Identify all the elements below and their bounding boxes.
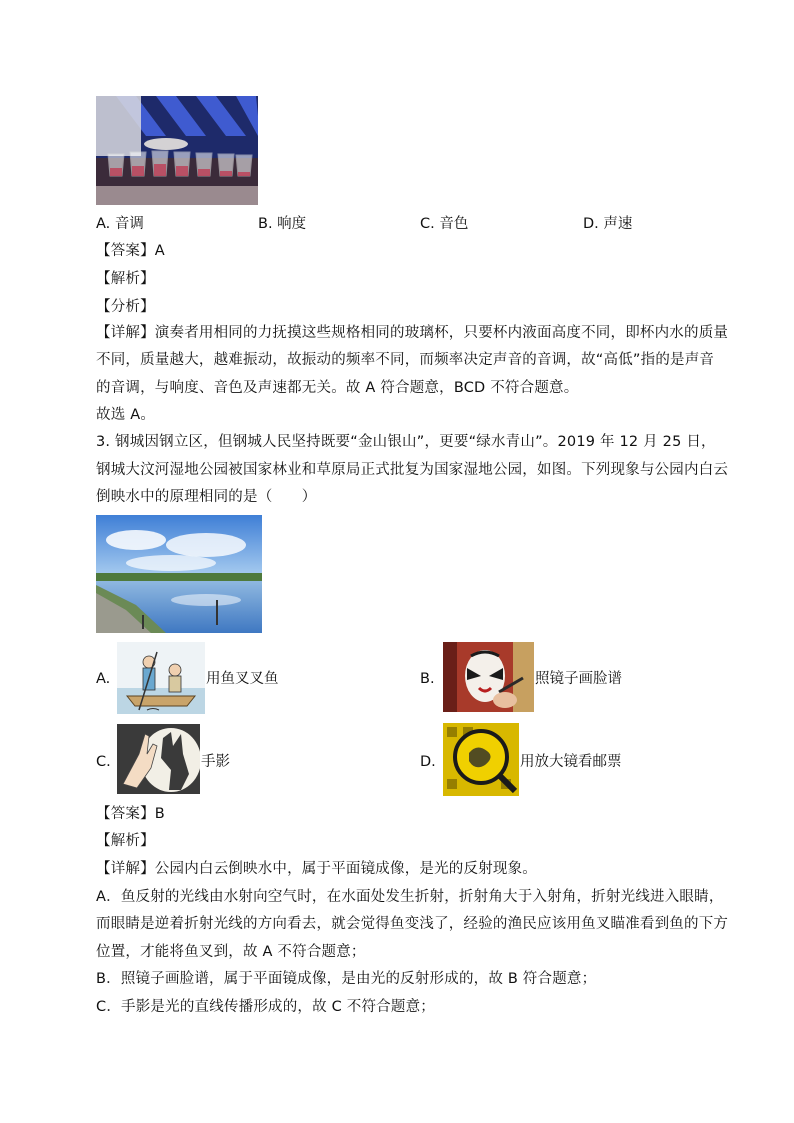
q3-choice-b-text: 照镜子画脸谱: [535, 671, 622, 687]
opera-mask-image: [443, 642, 534, 712]
fishing-spear-image: [117, 642, 205, 714]
wetland-park-photo: [96, 515, 262, 633]
q2-conclusion: 故选 A。: [96, 407, 156, 423]
q2-fenxi-heading: 【分析】: [96, 299, 155, 315]
q2-detail-line-3: 的音调，与响度、音色及声速都无关。故 A 符合题意，BCD 不符合题意。: [96, 380, 579, 396]
q2-option-b: B. 响度: [258, 216, 307, 232]
q2-option-c: C. 音色: [420, 216, 469, 232]
q3-choice-c-text: 手影: [201, 754, 230, 770]
q3-detail-line-4: 位置，才能将鱼叉到，故 A 不符合题意；: [96, 944, 366, 960]
q3-choice-d-text: 用放大镜看邮票: [520, 754, 622, 770]
q3-answer: 【答案】B: [96, 806, 165, 822]
q2-option-d: D. 声速: [583, 216, 633, 232]
glasses-photo: [96, 96, 258, 205]
q2-detail-line-2: 不同，质量越大，越难振动，故振动的频率不同，而频率决定声音的音调，故“高低”指的是声音: [96, 352, 715, 368]
q2-answer: 【答案】A: [96, 243, 165, 259]
q2-option-a: A. 音调: [96, 216, 144, 232]
q3-choice-c-letter: C.: [96, 754, 111, 770]
q3-stem-line-2: 钢城大汶河湿地公园被国家林业和草原局正式批复为国家湿地公园，如图。下列现象与公园内白云: [96, 462, 729, 478]
q2-analysis-heading: 【解析】: [96, 271, 155, 287]
q3-detail-line-3: 而眼睛是逆着折射光线的方向看去，就会觉得鱼变浅了，经验的渔民应该用鱼叉瞄准看到鱼的下方: [96, 916, 729, 932]
q3-choice-b-letter: B.: [420, 671, 435, 687]
hand-shadow-image: [117, 724, 200, 794]
q3-stem-line-3: 倒映水中的原理相同的是（ ）: [96, 489, 317, 505]
q3-stem-line-1: 3. 钢城因钢立区，但钢城人民坚持既要“金山银山”，更要“绿水青山”。2019 年 12 月 25 日，: [96, 434, 716, 450]
q3-detail-line-1: 【详解】公园内白云倒映水中，属于平面镜成像，是光的反射现象。: [96, 861, 537, 877]
q3-choice-d-letter: D.: [420, 754, 436, 770]
q2-detail-line-1: 【详解】演奏者用相同的力抚摸这些规格相同的玻璃杯，只要杯内液面高度不同，即杯内水的质量: [96, 325, 729, 341]
q3-detail-line-2: A．鱼反射的光线由水射向空气时，在水面处发生折射，折射角大于入射角，折射光线进入眼睛，: [96, 889, 724, 905]
q3-choice-a-letter: A.: [96, 671, 111, 687]
q3-detail-line-5: B．照镜子画脸谱，属于平面镜成像，是由光的反射形成的，故 B 符合题意；: [96, 971, 597, 987]
magnifier-stamp-image: [443, 723, 519, 796]
q3-analysis-heading: 【解析】: [96, 833, 155, 849]
q3-choice-a-text: 用鱼叉叉鱼: [206, 671, 279, 687]
q3-detail-line-6: C．手影是光的直线传播形成的，故 C 不符合题意；: [96, 999, 435, 1015]
